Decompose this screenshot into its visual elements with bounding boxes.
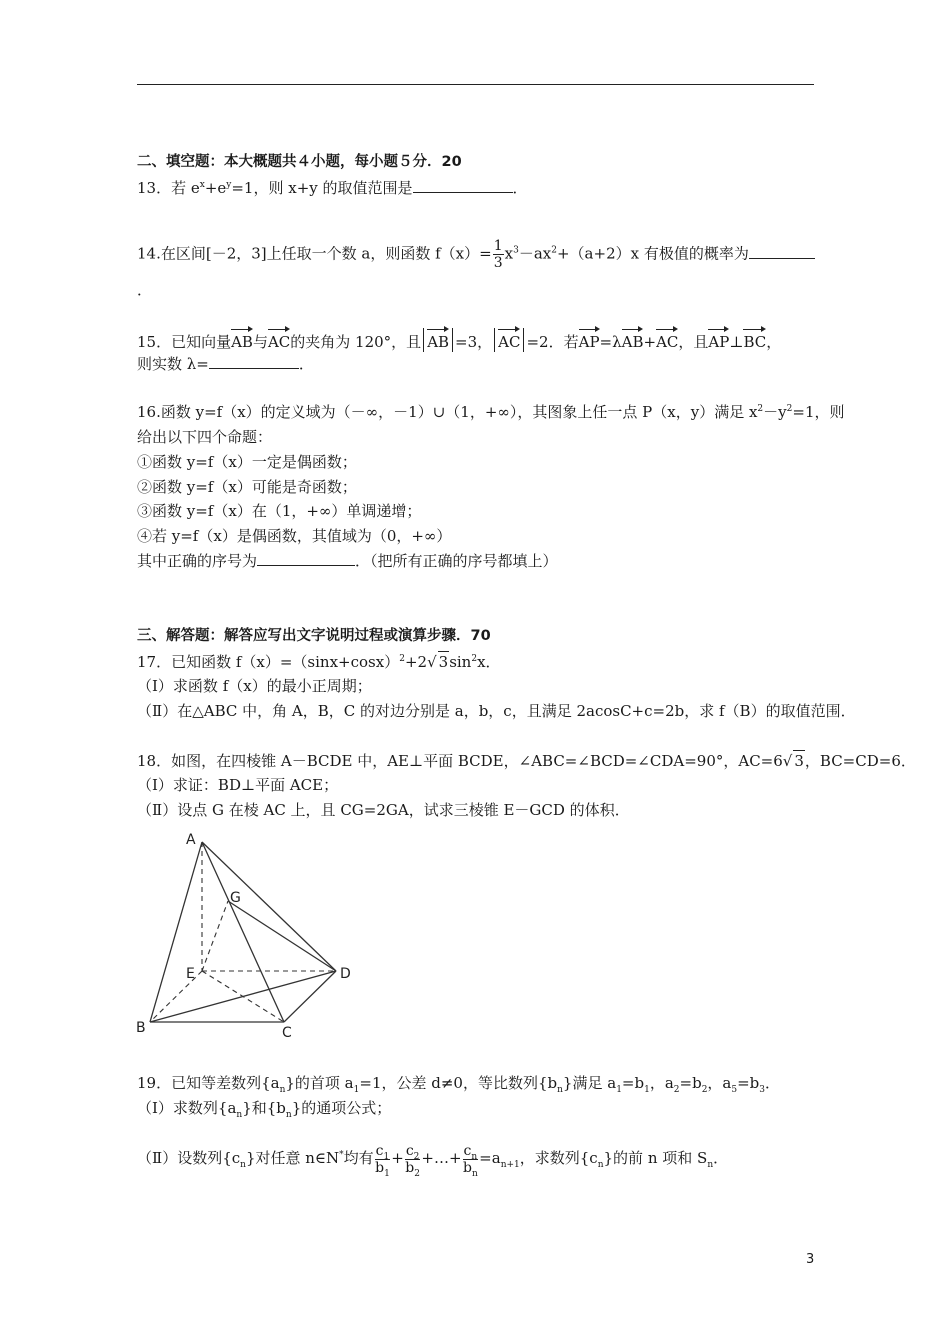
question-18-part-2: （Ⅱ）设点 G 在棱 AC 上，且 CG=2GA，试求三棱锥 E－GCD 的体积． [137, 801, 630, 819]
sqrt-sign: √ [427, 653, 437, 671]
abs-ac: AC [494, 328, 524, 352]
proposition-3: ③函数 y=f（x）在（1，+∞）单调递增； [137, 502, 422, 520]
label-g: G [230, 890, 241, 906]
question-14-continuation: ． [137, 281, 153, 299]
question-19-part-2: （Ⅱ）设数列$\{c_n\}$对任意 n∈N*均有 $\frac{c_1}{b_1}$ + $\frac{c_2}{b_2}$ +…+ $\frac{c_n}{b_n}$ $=a_{n+1}$，求数列$\{c_n\}$的前 n 项和 $S_n$． [137, 1142, 729, 1179]
answer-blank[interactable] [257, 551, 355, 566]
edge-ac [202, 842, 284, 1022]
label-d: D [340, 966, 351, 982]
proposition-4: ④若 y=f（x）是偶函数，其值域为（0，+∞） [137, 527, 452, 545]
abs-ab: AB [423, 328, 453, 352]
answer-blank[interactable] [749, 244, 815, 259]
question-19-part-1: （Ⅰ）求数列$\{a_n\}$和$\{b_n\}$的通项公式； [137, 1099, 392, 1120]
question-18: 18．如图，在四棱锥 A－BCDE 中，AE⊥平面 BCDE，∠ABC=∠BCD=∠CDA=90°，AC=6√ 3，BC=CD=6． [137, 752, 916, 770]
question-17-part-1: （Ⅰ）求函数 f（x）的最小正周期； [137, 677, 372, 695]
answer-blank[interactable] [413, 178, 513, 193]
proposition-1: ①函数 y=f（x）一定是偶函数； [137, 453, 357, 471]
proposition-2: ②函数 y=f（x）可能是奇函数； [137, 478, 357, 496]
label-b: B [136, 1020, 146, 1036]
edge-ad [202, 842, 336, 971]
question-16: 16.函数 y=f（x）的定义域为（－∞，－1）∪（1，+∞），其图象上任一点 P（x，y）满足 $x^2-y^2=1$，则 [137, 403, 845, 421]
question-15-line-2: 则实数 λ= ． [137, 355, 314, 373]
answer-blank[interactable] [209, 354, 299, 369]
fraction-c1-b1: $\frac{c_1}{b_1}$ [375, 1142, 390, 1179]
fraction-c2-b2: $\frac{c_2}{b_2}$ [405, 1142, 420, 1179]
page-number: 3 [806, 1252, 815, 1267]
question-13: 13．若 $e^x+e^y=1$，则 x+y 的取值范围是 ． [137, 179, 528, 197]
question-17: 17．已知函数 $f(x)=(\sin x+\cos x)^2+2√$ $3\sin^2x$． [137, 653, 501, 671]
question-16-line-2: 给出以下四个命题： [137, 428, 273, 446]
fraction-one-third: $\frac{1}{3}$ [493, 238, 503, 271]
pyramid-figure [130, 826, 360, 1042]
section-2-title: 二、填空题：本大概题共４小题，每小题５分．20 [137, 154, 462, 170]
sqrt-sign: √ [782, 752, 793, 770]
section-3-title: 三、解答题：解答应写出文字说明过程或演算步骤．70 [137, 628, 491, 644]
question-19: 19．已知等差数列$\{a_n\}$的首项 $a_1=1$，公差 d≠0，等比数列$\{b_n\}$满足 $a_1=b_1$，$a_2=b_2$，$a_5=b_3$． [137, 1074, 781, 1095]
segment-eg [202, 901, 228, 971]
label-c: C [282, 1025, 292, 1041]
question-17-part-2: （Ⅱ）在△ABC 中，角 A，B，C 的对边分别是 a，b，c，且满足 2acosC+c=2b，求 f（B）的取值范围． [137, 702, 856, 720]
edge-ab [150, 842, 202, 1022]
question-18-part-1: （Ⅰ）求证：BD⊥平面 ACE； [137, 776, 339, 794]
header-rule [137, 84, 814, 85]
fraction-cn-bn: $\frac{c_n}{b_n}$ [462, 1142, 478, 1179]
question-14: 14.在区间[－2，3]上任取一个数 a，则函数 f（x）= $\frac{1}{3}$ $x^3-ax^2+(a+2)x$ 有极值的概率为 [137, 238, 815, 271]
question-16-answer: 其中正确的序号为 ．（把所有正确的序号都填上） [137, 552, 558, 570]
question-15: 15．已知向量AB与AC的夹角为 120°，且 AB =3， AC =2．若AP=λAB+AC，且AP⊥BC， [137, 328, 781, 352]
label-a: A [186, 832, 196, 848]
label-e: E [186, 966, 195, 982]
